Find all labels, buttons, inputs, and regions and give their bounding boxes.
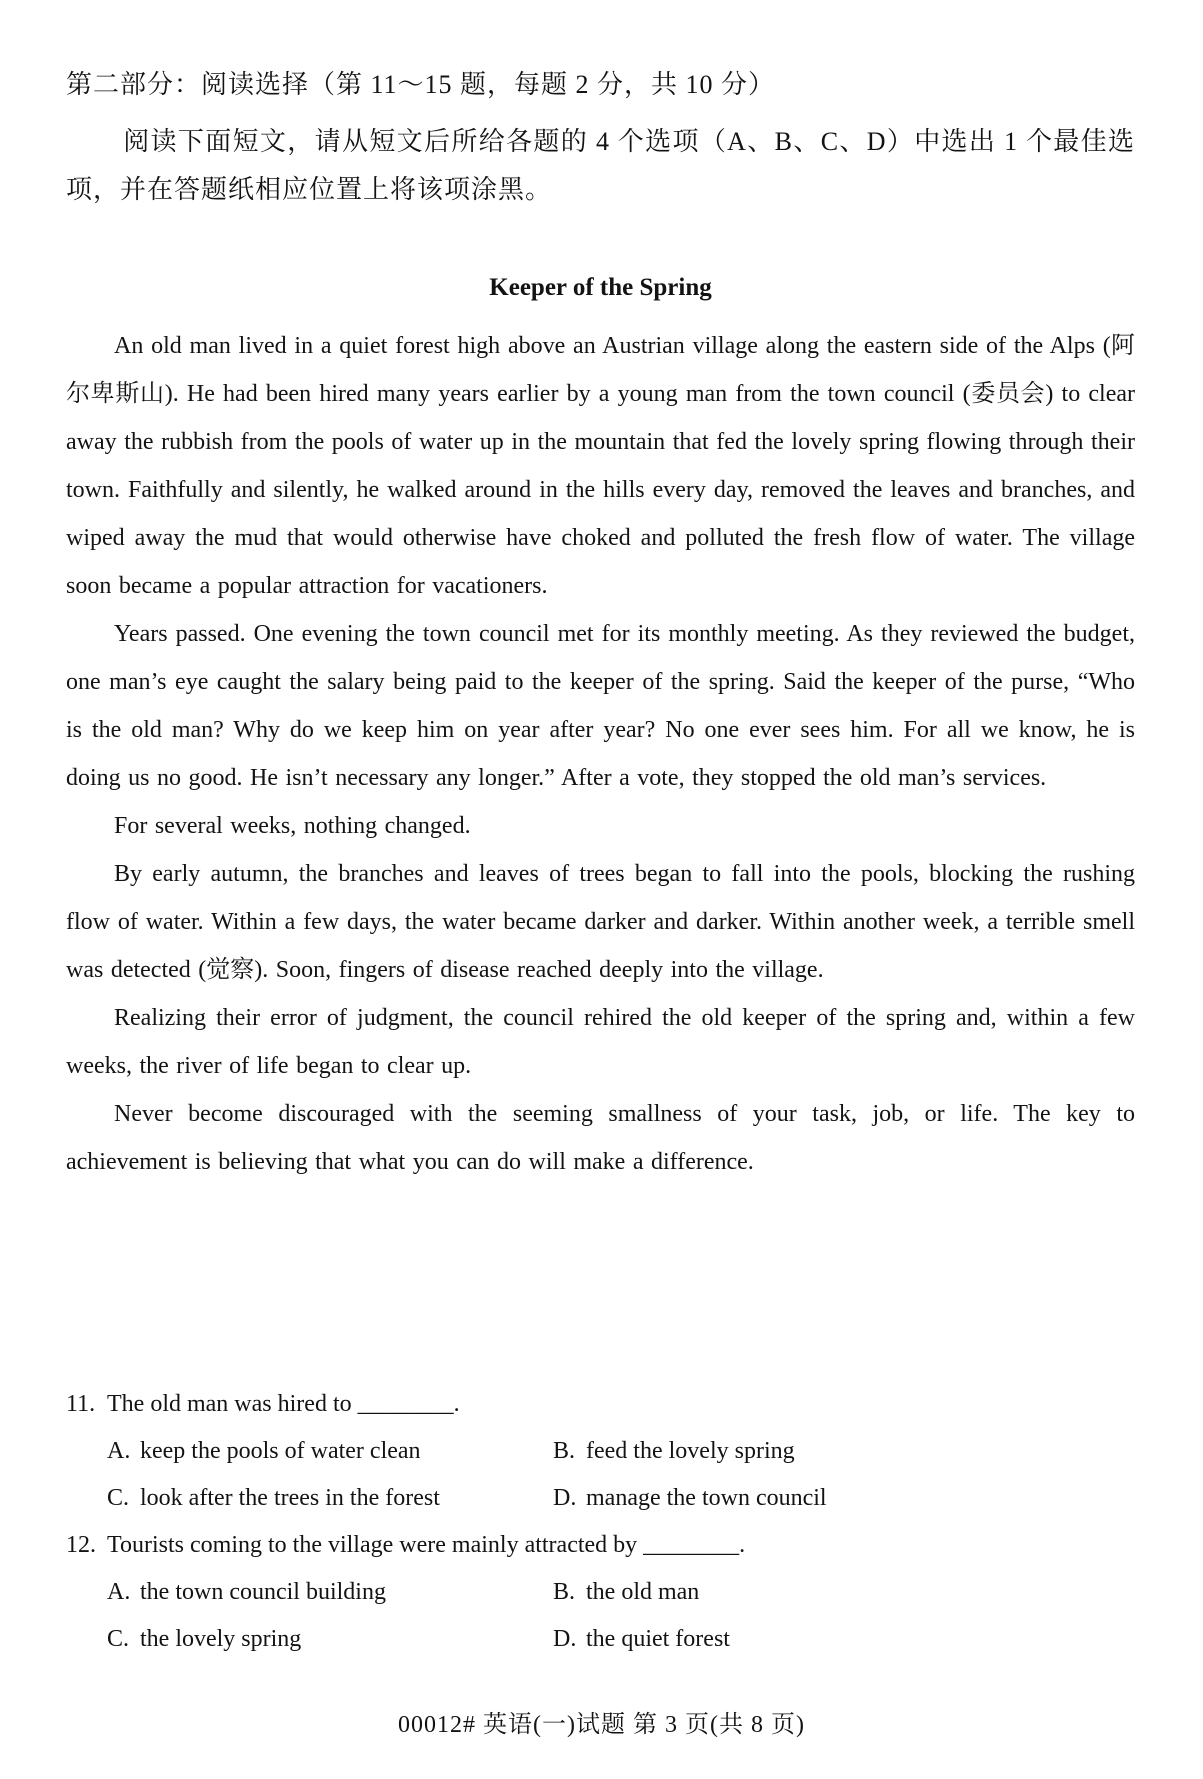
- option-text: feed the lovely spring: [586, 1438, 795, 1464]
- option-text: look after the trees in the forest: [140, 1485, 440, 1511]
- option-text: manage the town council: [586, 1485, 827, 1511]
- questions-section: [66, 1381, 1135, 1663]
- option-label: C.: [107, 1626, 130, 1652]
- option-12-c: [107, 1616, 553, 1663]
- question-12-stem-row: [66, 1522, 1135, 1569]
- section-header: 第二部分：阅读选择（第 11～15 题，每题 2 分，共 10 分）: [66, 70, 776, 99]
- question-number: 11.: [66, 1391, 96, 1417]
- passage-paragraph-3: For several weeks, nothing changed.: [114, 813, 471, 839]
- question-stem: Tourists coming to the village were mainly attracted by ________.: [107, 1532, 746, 1558]
- passage-paragraph-6: Never become discouraged with the seeming smallness of your task, job, or life. The key to achievement is believing that what you can do will make a difference.: [66, 1101, 1135, 1175]
- question-stem: The old man was hired to ________.: [107, 1391, 460, 1417]
- question-number: 12.: [66, 1532, 96, 1558]
- option-label: D.: [553, 1626, 577, 1652]
- option-label: A.: [107, 1438, 131, 1464]
- question-11: [66, 1381, 1135, 1522]
- option-label: D.: [553, 1485, 577, 1511]
- option-12-a: [107, 1569, 553, 1616]
- exam-page-content: [66, 0, 1135, 1186]
- question-12: [66, 1522, 1135, 1663]
- option-text: the town council building: [140, 1579, 386, 1605]
- option-label: B.: [553, 1579, 576, 1605]
- question-12-options: [107, 1569, 1135, 1663]
- option-text: the old man: [586, 1579, 700, 1605]
- option-text: keep the pools of water clean: [140, 1438, 421, 1464]
- question-11-options: [107, 1428, 1135, 1522]
- page-footer: 00012# 英语(一)试题 第 3 页(共 8 页): [398, 1712, 805, 1738]
- option-11-b: [553, 1428, 1135, 1475]
- option-12-d: [553, 1616, 1135, 1663]
- option-11-a: [107, 1428, 553, 1475]
- option-12-b: [553, 1569, 1135, 1616]
- reading-passage: [66, 322, 1135, 1186]
- option-text: the lovely spring: [140, 1626, 302, 1652]
- option-label: C.: [107, 1485, 130, 1511]
- option-11-c: [107, 1475, 553, 1522]
- option-label: A.: [107, 1579, 131, 1605]
- option-label: B.: [553, 1438, 576, 1464]
- instructions-text: 阅读下面短文，请从短文后所给各题的 4 个选项（A、B、C、D）中选出 1 个最佳选项，并在答题纸相应位置上将该项涂黑。: [66, 127, 1135, 204]
- option-11-d: [553, 1475, 1135, 1522]
- passage-paragraph-2: Years passed. One evening the town council met for its monthly meeting. As they reviewed the budget, one man’s eye caught the salary being paid to the keeper of the spring. Said the keeper of the purse, “Who is the old man? Why do we keep him on year after year? No one ever sees him. For all we know, he is doing us no good. He isn’t necessary any longer.” After a vote, they stopped the old man’s services.: [66, 621, 1135, 791]
- passage-paragraph-1: An old man lived in a quiet forest high above an Austrian village along the eastern side of the Alps (阿尔卑斯山). He had been hired many years earlier by a young man from the town council (委员会) to clear away the rubbish from the pools of water up in the mountain that fed the lovely spring flowing through their town. Faithfully and silently, he walked around in the hills every day, removed the leaves and branches, and wiped away the mud that would otherwise have choked and polluted the fresh flow of water. The village soon became a popular attraction for vacationers.: [66, 333, 1135, 599]
- passage-paragraph-5: Realizing their error of judgment, the council rehired the old keeper of the spring and, within a few weeks, the river of life began to clear up.: [66, 1005, 1135, 1079]
- passage-title: Keeper of the Spring: [489, 274, 712, 301]
- question-11-stem-row: [66, 1381, 1135, 1428]
- option-text: the quiet forest: [586, 1626, 730, 1652]
- passage-paragraph-4: By early autumn, the branches and leaves of trees began to fall into the pools, blocking the rushing flow of water. Within a few days, the water became darker and darker. Within another week, a terrible smell was detected (觉察). Soon, fingers of disease reached deeply into the village.: [66, 861, 1135, 983]
